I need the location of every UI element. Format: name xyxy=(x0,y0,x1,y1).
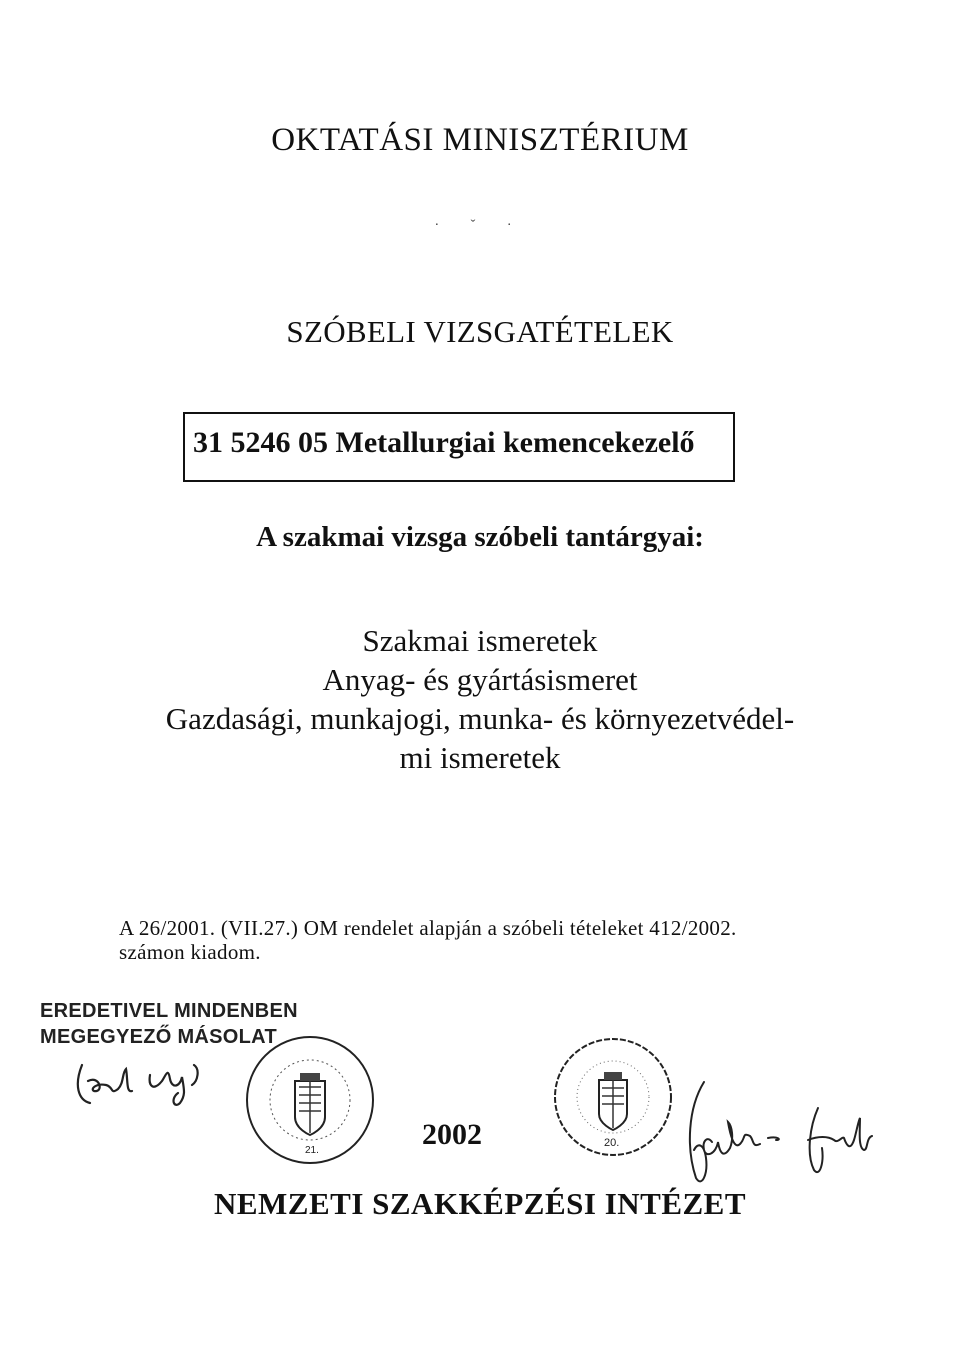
certification-stamp-line: EREDETIVEL MINDENBEN xyxy=(40,1000,298,1022)
decree-line: számon kiadom. xyxy=(119,940,261,964)
official-seal-icon xyxy=(243,1033,377,1167)
signature-icon xyxy=(668,1078,898,1188)
decorative-dots: · ˇ · xyxy=(434,218,526,233)
seal-number: 21. xyxy=(305,1145,319,1156)
qualification-code-name: 31 5246 05 Metallurgiai kemencekezelő xyxy=(193,426,695,459)
subjects-list xyxy=(0,621,960,777)
document-title: SZÓBELI VIZSGATÉTELEK xyxy=(286,314,674,349)
seal-number: 20. xyxy=(604,1137,620,1149)
subject-line: mi ismeretek xyxy=(399,740,561,775)
subject-line: Szakmai ismeretek xyxy=(362,623,598,658)
signature-icon xyxy=(70,1055,240,1110)
decree-text xyxy=(119,916,839,964)
subjects-heading: A szakmai vizsga szóbeli tantárgyai: xyxy=(256,521,704,553)
decree-line: A 26/2001. (VII.27.) OM rendelet alapján a szóbeli tételeket 412/2002. xyxy=(119,916,737,940)
official-seal-icon xyxy=(550,1034,676,1160)
certification-stamp-line: MEGEGYEZŐ MÁSOLAT xyxy=(40,1026,277,1048)
ministry-heading: OKTATÁSI MINISZTÉRIUM xyxy=(271,122,689,158)
subject-line: Gazdasági, munkajogi, munka- és környezetvédel- xyxy=(165,701,795,736)
subject-line: Anyag- és gyártásismeret xyxy=(322,662,638,697)
institute-name: NEMZETI SZAKKÉPZÉSI INTÉZET xyxy=(213,1186,747,1221)
qualification-box xyxy=(183,412,735,482)
year: 2002 xyxy=(422,1118,482,1151)
